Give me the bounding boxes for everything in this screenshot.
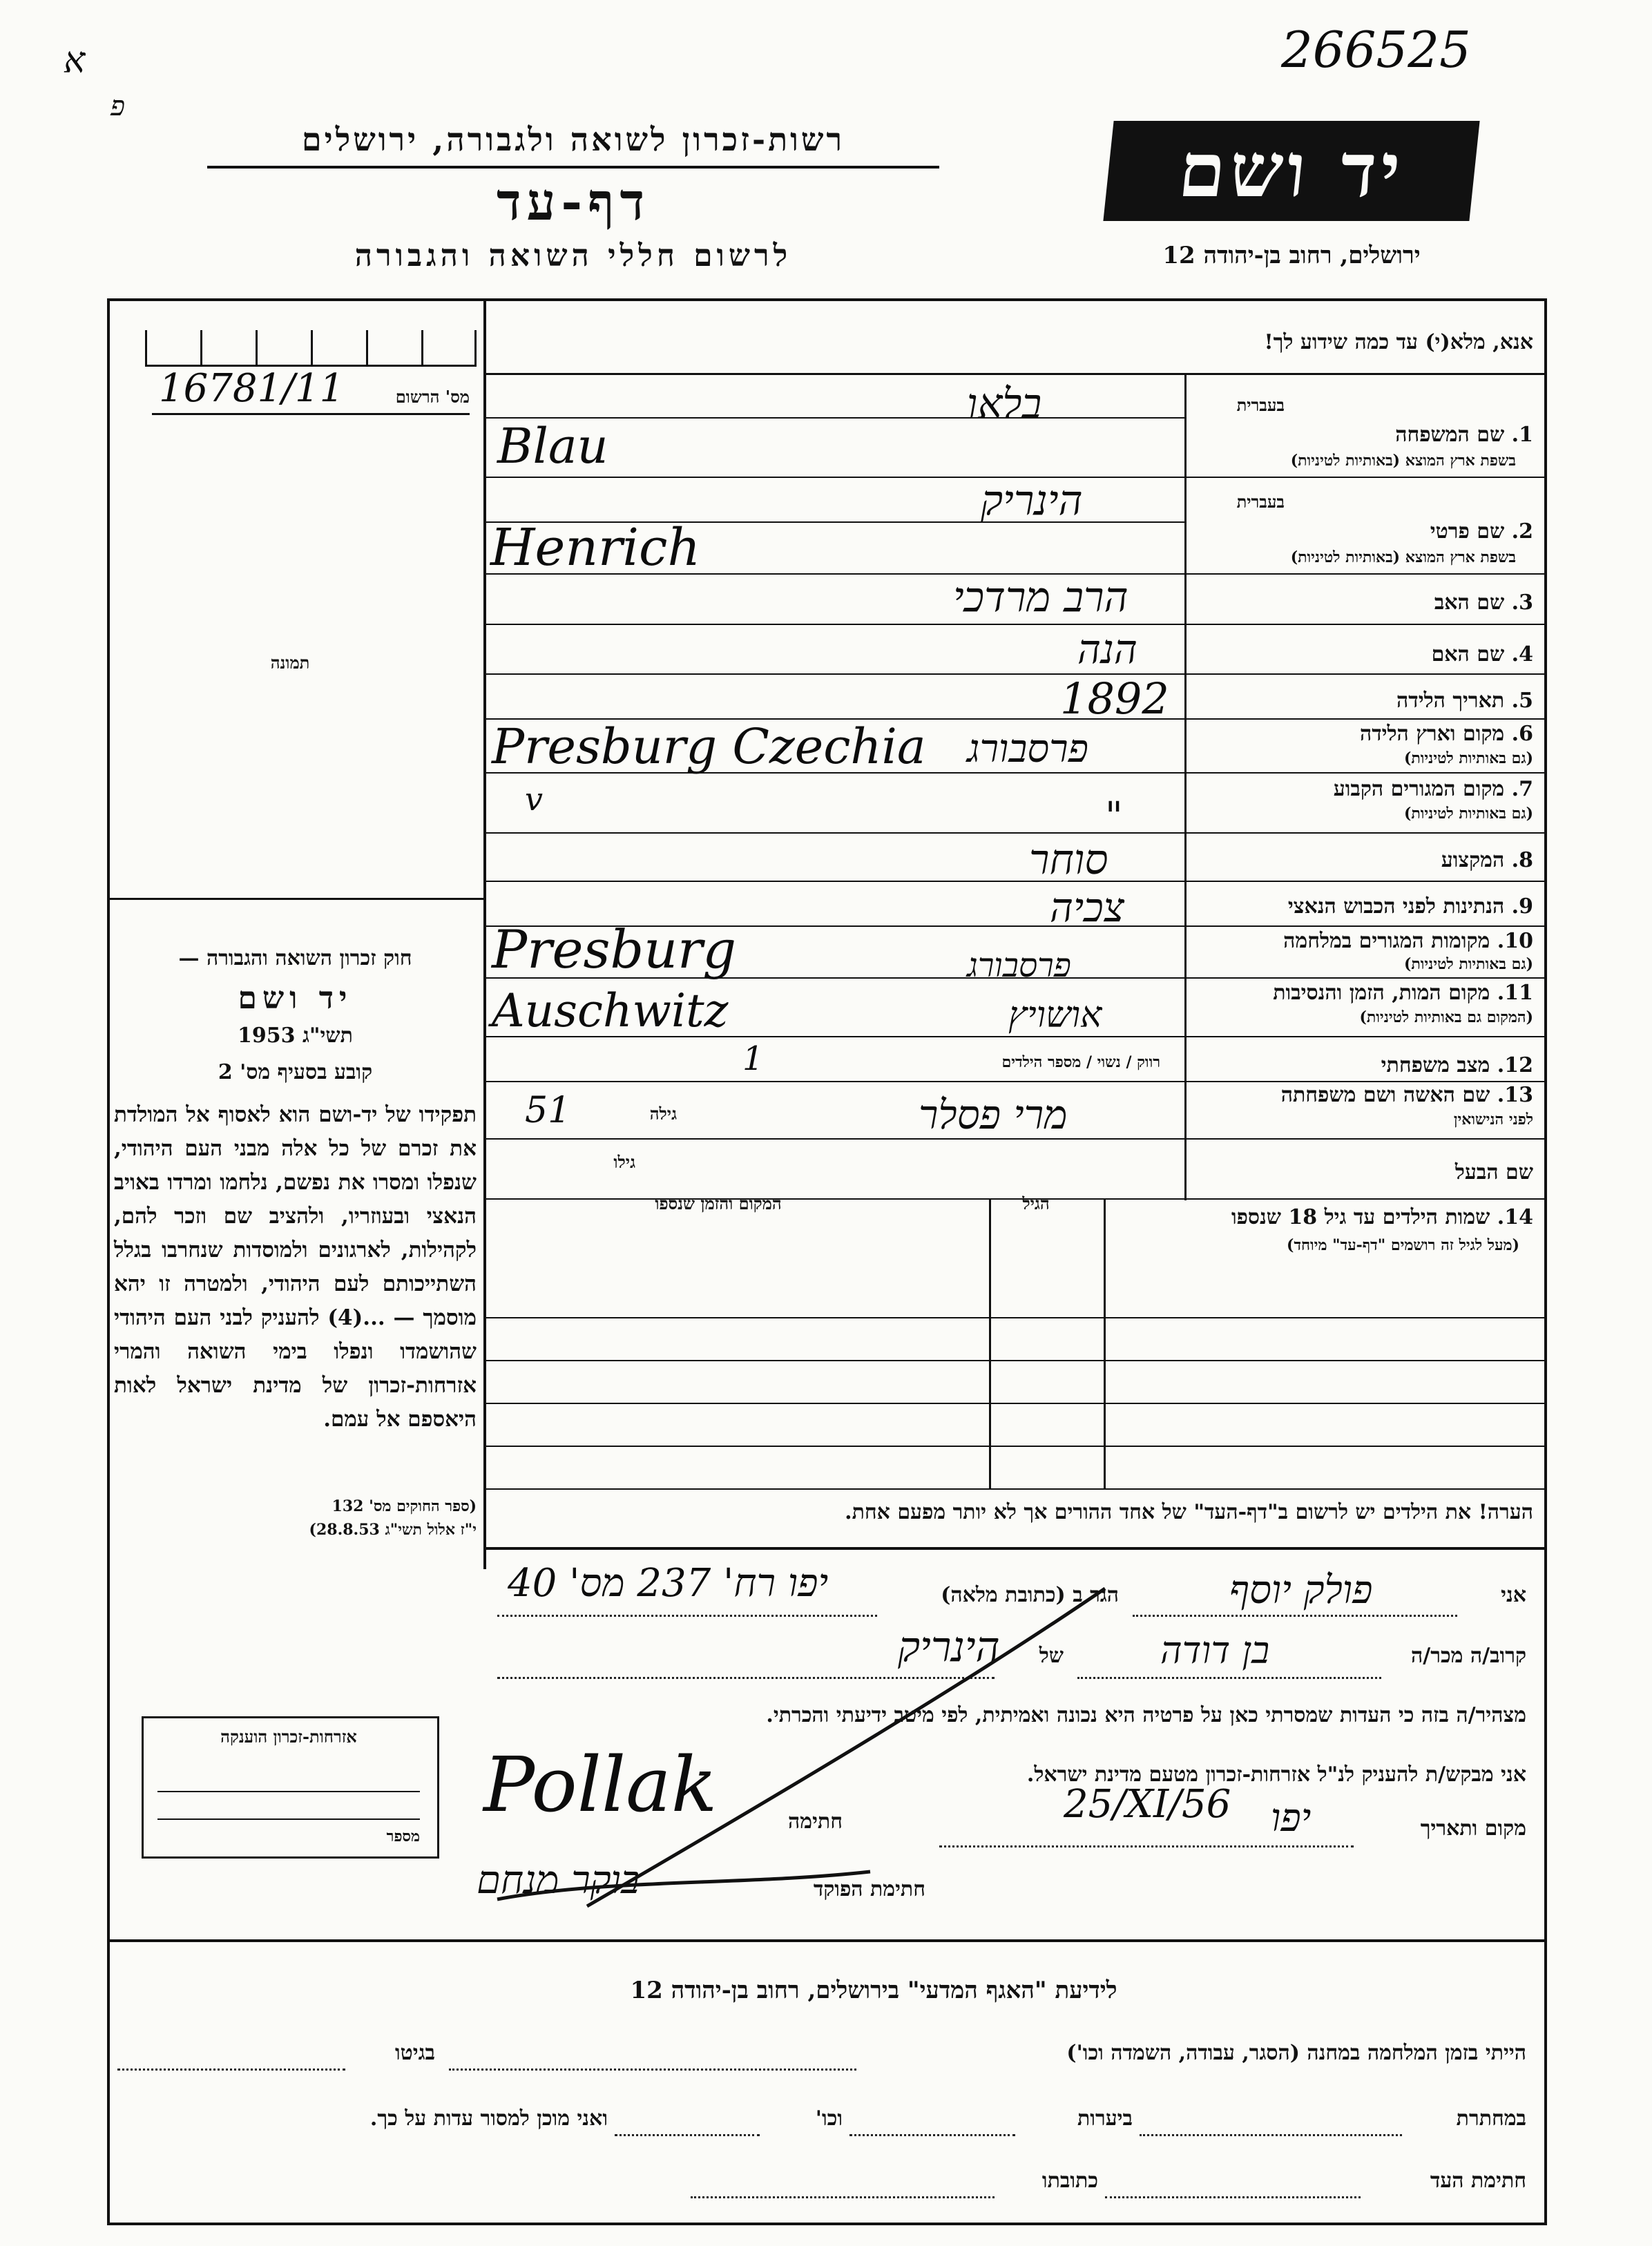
footer-top-rule [107, 1939, 1547, 1942]
law-ref1: (ספר החוקים מס' 132 [332, 1497, 477, 1515]
footer-line3-a: חתימת העד [1430, 2169, 1526, 2193]
value-residence: " [1105, 794, 1123, 839]
intro-text: אנא, מלא(י) עד כמה שידוע לך! [1264, 330, 1533, 354]
value-birthplace-lat: Presburg Czechia [492, 718, 926, 775]
decl-me-dots [1133, 1615, 1457, 1617]
decl-signature-label: חתימה [788, 1810, 843, 1834]
footer-line1-b: בגיטו [394, 2041, 435, 2065]
value-citizenship: צכיה [1050, 884, 1124, 931]
field-1-heb-note: בעברית [1236, 395, 1285, 415]
stamp-title: אזרחות-זכרון הוענקה [220, 1727, 357, 1747]
child-row [486, 1317, 1547, 1361]
footer-line2-b: ביערות [1077, 2106, 1133, 2131]
footer-line2-a: במחתרת [1456, 2106, 1526, 2131]
value-death-place-heb: אושויץ [1008, 995, 1102, 1036]
field-8-label [1195, 848, 1533, 872]
registry-boxes [145, 330, 477, 367]
field-3-label [1195, 591, 1533, 615]
child-row [486, 1403, 1547, 1447]
registry-underline [152, 413, 470, 415]
field-10-sub: (גם באותיות לטיניות) [1403, 955, 1533, 973]
child-row [486, 1360, 1547, 1404]
field-2-num: 2. [1511, 519, 1533, 544]
value-death-place-lat: Auschwitz [492, 984, 729, 1037]
field-12-num: 12. [1497, 1053, 1533, 1077]
field-10-num: 10. [1497, 929, 1533, 953]
field-12-label [1195, 1053, 1533, 1077]
decl-me-label: אני [1501, 1583, 1526, 1607]
field-11-title: מקום המות, הזמן והנסיבות [1273, 981, 1490, 1005]
field-husband-label: שם הבעל [1454, 1160, 1533, 1184]
field-2-title: שם פרטי [1430, 519, 1505, 544]
field-5-num: 5. [1511, 689, 1533, 713]
footer-line3-b: כתובתו [1041, 2169, 1098, 2193]
value-firstname-heb: הינריק [981, 477, 1083, 525]
decl-official-value: בוקר מנחם [477, 1858, 640, 1903]
field-6-sub: (גם באותיות לטיניות) [1403, 749, 1533, 767]
field-11-num: 11. [1497, 981, 1533, 1005]
field-9-num: 9. [1511, 894, 1533, 919]
law-year: תשי"ג 1953 [238, 1024, 353, 1048]
value-firstname-lat: Henrich [490, 518, 701, 577]
photo-label: תמונה [270, 653, 310, 673]
footer-line1-a: הייתי בזמן המלחמה במחנה (הסגר, עבודה, השמדה וכו') [1066, 2041, 1526, 2065]
decl-live-label: הגר ב (כתובת מלאה) [941, 1583, 1119, 1607]
field-6-title: מקום וארץ הלידה [1359, 722, 1505, 746]
value-wartime-residence-heb: פרסבורג [967, 946, 1071, 985]
field-1-sub: בשפת ארץ המוצא (באותיות לטיניות) [1290, 452, 1516, 470]
decl-address-value: יפו רח' 237 מס' 40 [508, 1561, 829, 1606]
value-children-count: 1 [742, 1039, 764, 1078]
intro-rule [483, 373, 1547, 375]
footer-line3-dots-a [1105, 2196, 1361, 2198]
authority-title: רשות-זכרון לשואה ולגבורה, ירושלים [301, 121, 845, 158]
decl-date-value: 25/XI/56 [1064, 1782, 1231, 1827]
field-1-label [1195, 423, 1533, 447]
cross-out-strokes [387, 1575, 1146, 1934]
law-title: חוק זכרון השואה והגבורה — [178, 946, 412, 970]
field-1-title: שם המשפחה [1395, 423, 1505, 447]
value-surname-lat: Blau [497, 418, 608, 474]
decl-relation-value: בן דודה [1160, 1629, 1270, 1672]
footer-line1-dots-b [117, 2069, 345, 2071]
decl-place-value: יפו [1271, 1796, 1312, 1841]
husband-age-label: גילו [613, 1152, 635, 1172]
authority-underline [207, 166, 939, 169]
field-13-sub: לפני הנישואין [1453, 1111, 1533, 1129]
field-5-title: תאריך הלידה [1396, 689, 1505, 713]
field-7-label [1195, 777, 1533, 801]
decl-signature-value: Pollak [483, 1740, 718, 1829]
decl-of-value: הינריק [898, 1623, 1000, 1671]
field-13-label [1195, 1083, 1533, 1107]
field-9-title: הנתינות לפני הכבוש הנאצי [1287, 894, 1505, 919]
child-row [486, 1446, 1547, 1490]
children-sub: (מעל לגיל זה רושמים "דף-עד" מיוחד) [1287, 1236, 1519, 1254]
field-13-title: שם האשה ושם משפחתה [1280, 1083, 1490, 1107]
value-father: הרב מרדכי [953, 573, 1128, 622]
logo-text: יד ושם [1174, 127, 1409, 214]
decl-relation-label: קרוב/ה מכר/ה [1411, 1644, 1526, 1668]
footer-line2-dots-c [615, 2134, 760, 2136]
registration-number: 266525 [1281, 21, 1471, 79]
registry-number: 16781/11 [159, 366, 345, 411]
value-residence-mark: v [525, 780, 543, 818]
field-2-sub: בשפת ארץ המוצא (באותיות לטיניות) [1290, 548, 1516, 566]
footer-line2-dots-a [1140, 2134, 1402, 2136]
value-wife-age: 51 [525, 1090, 571, 1131]
strike-stroke-2 [497, 1872, 870, 1899]
field-4-title: שם האם [1431, 642, 1505, 666]
label-column-divider [1184, 375, 1187, 1200]
page-mark-b: פ [111, 90, 125, 122]
footer-line2-d: ואני מוכן למסור עדות על כך. [369, 2106, 608, 2131]
field-7-sub: (גם באותיות לטיניות) [1403, 805, 1533, 823]
field-2-label [1195, 519, 1533, 544]
field-12-title: מצב משפחתי [1381, 1053, 1490, 1077]
children-col-place: המקום והזמן שנספו [655, 1193, 782, 1213]
children-label [1105, 1205, 1533, 1229]
footer-line1-dots-a [449, 2069, 856, 2071]
decl-statement: מצהיר/ה בזה כי העדות שמסרתי כאן על פרטיה היא נכונה ואמיתית, לפי מיטב ידיעתי והכרתי. [766, 1703, 1526, 1727]
decl-request: אני מבקש/ת להעניק לנ"ל אזרחות-זכרון מטעם מדינת ישראל. [1026, 1763, 1526, 1787]
decl-me-value: פולק יוסף [1229, 1568, 1373, 1613]
field-3-num: 3. [1511, 591, 1533, 615]
field-11-label [1195, 981, 1533, 1005]
field-11-sub: (המקום גם באותיות לטיניות) [1359, 1008, 1533, 1026]
wife-age-label: גילה [649, 1104, 677, 1124]
stamp-number-label: מספר [386, 1827, 420, 1845]
children-col-age: הגיל [1022, 1193, 1050, 1213]
form-subtitle: לרשום חללי השואה והגבורה [354, 238, 792, 273]
field-9-label [1195, 894, 1533, 919]
field-10-label [1195, 929, 1533, 953]
field-6-label [1195, 722, 1533, 746]
law-ref2: י"ז אלול תשי"ג 28.8.53) [309, 1521, 477, 1539]
child-row [486, 1274, 1547, 1318]
footer-line2-c: וכו' [815, 2106, 843, 2131]
field-5-label [1195, 689, 1533, 713]
field-8-title: המקצוע [1441, 848, 1505, 872]
field-4-label [1195, 642, 1533, 666]
field-2-heb-note: בעברית [1236, 492, 1285, 512]
declaration-top-rule [483, 1547, 1547, 1550]
form-title: דף-עד [496, 173, 651, 232]
decl-official-label: חתימת הפוקד [813, 1877, 925, 1901]
field-4-num: 4. [1511, 642, 1533, 666]
value-surname-heb: בלאו [967, 380, 1042, 428]
yad-vashem-logo [1103, 121, 1479, 221]
field-13-num: 13. [1497, 1083, 1533, 1107]
field-7-num: 7. [1511, 777, 1533, 801]
footer-line3-dots-b [691, 2196, 995, 2198]
field-7-title: מקום המגורים הקבוע [1333, 777, 1505, 801]
footer-line2-dots-b [849, 2134, 1015, 2136]
page-mark-a: א [64, 40, 86, 81]
children-num: 14. [1497, 1205, 1533, 1229]
value-birth-date: 1892 [1060, 673, 1169, 724]
field-12-hint: רווק / נשוי / מספר הילדים [1001, 1053, 1160, 1071]
strike-stroke-1 [587, 1588, 1105, 1906]
field-8-num: 8. [1511, 848, 1533, 872]
value-wartime-residence-lat: Presburg [492, 919, 737, 980]
value-mother: הנה [1077, 626, 1137, 673]
law-clause: קובע בסעיף מס' 2 [218, 1060, 373, 1084]
decl-of-label: של [1039, 1644, 1064, 1668]
footer-title: לידיעת "האגף המדעי" בירושלים, רחוב בן-יהודה 12 [630, 1977, 1117, 2004]
header-address: ירושלים, רחוב בן-יהודה 12 [1162, 242, 1421, 269]
value-profession: סוחר [1029, 836, 1108, 884]
law-separator [107, 898, 483, 900]
field-3-title: שם האב [1434, 591, 1505, 615]
decl-place-date-label: מקום ותאריך [1420, 1816, 1526, 1841]
registry-label: מס' הרשום [395, 387, 470, 407]
field-10-title: מקומות המגורים במלחמה [1283, 929, 1490, 953]
value-birthplace-heb: פרסבורג [967, 727, 1089, 771]
note-text: הערה! את הילדים יש לרשום ב"דף-העד" של אחד ההורים אך לא יותר מפעם אחת. [845, 1500, 1533, 1524]
field-1-num: 1. [1511, 423, 1533, 447]
law-name: יד ושם [238, 981, 353, 1016]
children-title: שמות הילדים עד גיל 18 שנספו [1231, 1205, 1490, 1229]
value-wife-name: מרי פסלר [919, 1091, 1068, 1138]
law-body: תפקידו של יד-ושם הוא לאסוף אל המולדת את זכרם של כל אלה מבני העם היהודי, שנפלו ומסרו את נפשם, נלחמו ומרדו באויב הנאצי ובעוזריו, ולהציב שם וזכר להם, לקהילות, לארגונים ולמוסדות שנחרבו בגלל השתייכותם לעם היהודי, ולמטרה זו יהא מוסמך — ...(4) להעניק לבני העם היהודי שהושמדו ונפלו בימי השואה והמרי אזרחות-זכרון של מדינת ישראל לאות היאספם אל עמם. [114, 1102, 477, 1432]
field-6-num: 6. [1511, 722, 1533, 746]
